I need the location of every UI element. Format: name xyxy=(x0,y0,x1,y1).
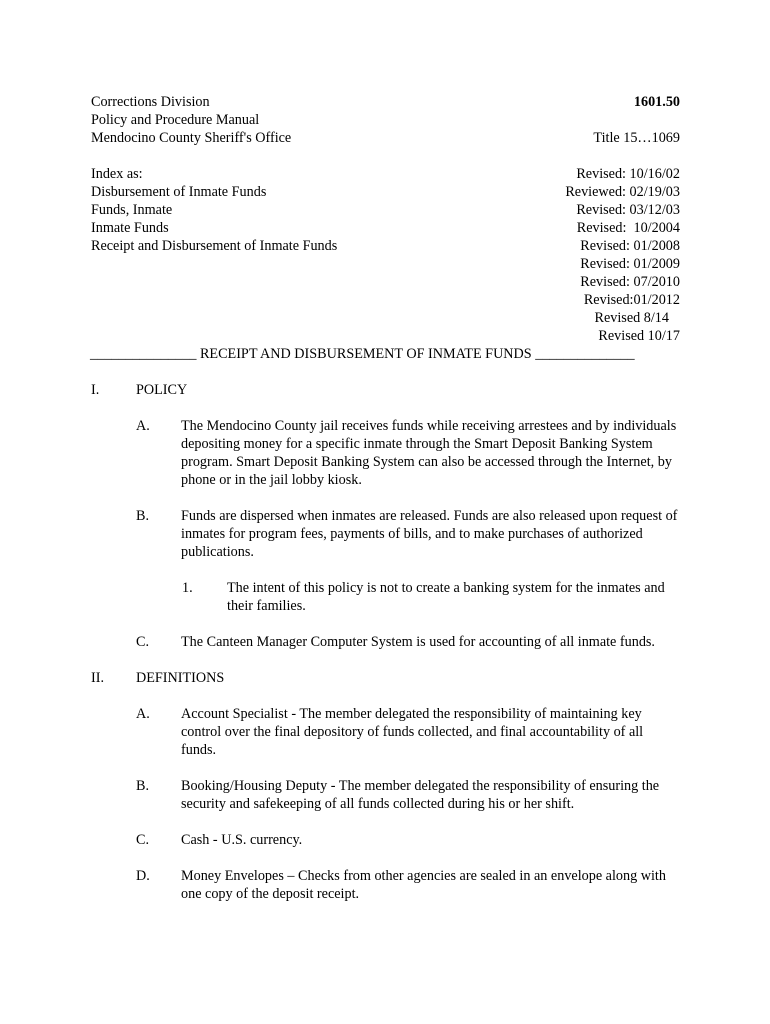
header-row-2 xyxy=(91,111,680,129)
item-label: C. xyxy=(136,634,150,650)
policy-item-c xyxy=(91,633,680,651)
document-title: _______________ RECEIPT AND DISBURSEMENT OF INMATE FUNDS ______________ xyxy=(90,346,635,362)
index-entry: Funds, Inmate xyxy=(91,202,173,218)
section-number: I. xyxy=(91,382,100,398)
item-label: A. xyxy=(136,706,150,722)
revision-entry: Reviewed: 02/19/03 xyxy=(565,184,680,200)
division-name: Corrections Division xyxy=(91,94,210,110)
revision-entry: Revised: 10/2004 xyxy=(576,220,680,236)
section-title: POLICY xyxy=(136,382,188,398)
revision-entry: Revised:01/2012 xyxy=(583,292,680,308)
header-row-1 xyxy=(91,93,680,111)
index-entry: Receipt and Disbursement of Inmate Funds xyxy=(91,238,338,254)
policy-item-b xyxy=(91,507,680,561)
definition-item-a xyxy=(91,705,680,759)
item-label: C. xyxy=(136,832,150,848)
definition-item-b xyxy=(91,777,680,813)
item-label: B. xyxy=(136,778,150,794)
subitem-label: 1. xyxy=(182,580,193,596)
revision-entry: Revised: 01/2009 xyxy=(580,256,680,272)
revision-entry: Revised: 10/16/02 xyxy=(576,166,680,182)
item-text: The Canteen Manager Computer System is used for accounting of all inmate funds. xyxy=(181,634,655,650)
section-definitions-heading xyxy=(91,669,680,687)
policy-number: 1601.50 xyxy=(633,94,680,110)
item-text: Booking/Housing Deputy - The member delegated the responsibility of ensuring the security and safekeeping of all funds collected during his or her shift. xyxy=(181,778,660,812)
revision-entry: Revised: 03/12/03 xyxy=(576,202,680,218)
header-row-3 xyxy=(91,129,680,147)
revision-entry: Revised 8/14 xyxy=(594,310,669,326)
item-label: B. xyxy=(136,508,150,524)
subitem-text: The intent of this policy is not to create a banking system for the inmates and their families. xyxy=(227,580,665,614)
revision-entry: Revised: 07/2010 xyxy=(580,274,680,290)
index-entry: Inmate Funds xyxy=(91,220,169,236)
section-policy-heading xyxy=(91,381,680,399)
item-text: Money Envelopes – Checks from other agencies are sealed in an envelope along with one copy of the deposit receipt. xyxy=(181,868,666,902)
item-text: Account Specialist - The member delegated the responsibility of maintaining key control over the final depository of funds collected, and final accountability of all funds. xyxy=(181,706,644,758)
section-number: II. xyxy=(91,670,104,686)
revision-entry: Revised: 01/2008 xyxy=(580,238,680,254)
index-list xyxy=(91,165,337,345)
index-entry: Disbursement of Inmate Funds xyxy=(91,184,267,200)
revision-entry: Revised 10/17 xyxy=(598,328,680,344)
policy-item-b-1 xyxy=(91,579,680,615)
definition-item-d xyxy=(91,867,680,903)
index-label: Index as: xyxy=(91,166,143,182)
policy-item-a xyxy=(91,417,680,489)
revision-history xyxy=(565,165,680,345)
document-page xyxy=(91,93,680,903)
office-name: Mendocino County Sheriff's Office xyxy=(91,130,292,146)
section-title: DEFINITIONS xyxy=(136,670,225,686)
definition-item-c xyxy=(91,831,680,849)
manual-name: Policy and Procedure Manual xyxy=(91,112,260,128)
item-label: A. xyxy=(136,418,150,434)
item-text: Cash - U.S. currency. xyxy=(181,832,303,848)
item-text: Funds are dispersed when inmates are released. Funds are also released upon request of inmates for program fees, payments of bills, and to make purchases of authorized publications. xyxy=(181,508,678,560)
title-reference: Title 15…1069 xyxy=(593,130,680,146)
item-label: D. xyxy=(136,868,150,884)
item-text: The Mendocino County jail receives funds while receiving arrestees and by individuals depositing money for a specific inmate through the Smart Deposit Banking System program. Smart Deposit Banking System can also be accessed through the Internet, by phone or in the jail lobby kiosk. xyxy=(181,418,677,488)
index-revision-block xyxy=(91,165,680,345)
